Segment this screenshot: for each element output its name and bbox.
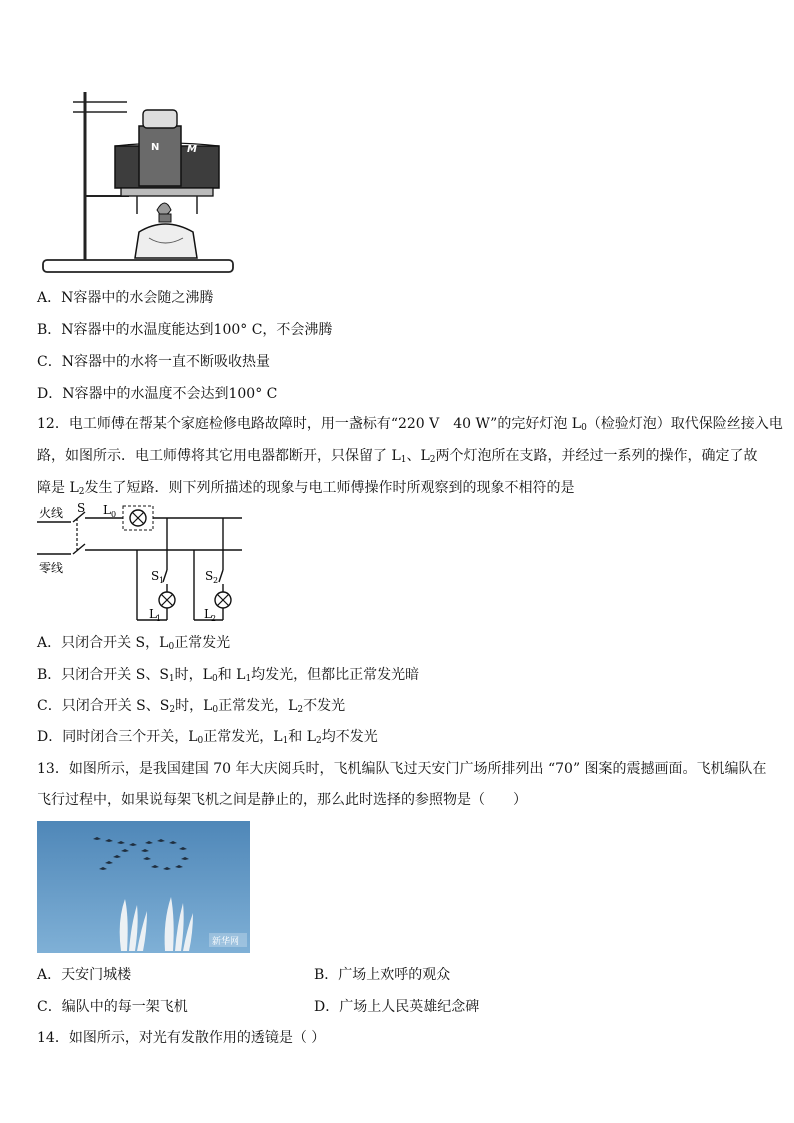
q12-option-d: D．同时闭合三个开关，$L_0$正常发光，$L_1$和 $L_2$均不发光 <box>37 729 378 746</box>
boiling-apparatus-figure <box>37 88 237 278</box>
q12-stem-line3: 障是 $L_2$发生了短路．则下列所描述的现象与电工师傅操作时所观察到的现象不相符的是 <box>37 480 575 497</box>
q12-stem-line1: 12．电工师傅在帮某个家庭检修电路故障时，用一盏标有“220 V 40 W”的完好灯泡 $L_0$（检验灯泡）取代保险丝接入电 <box>37 416 783 433</box>
switch-s1-subscript: 1 <box>159 576 165 585</box>
lamp-l2-label: L <box>204 607 212 621</box>
q11-option-d: D．N容器中的水温度不会达到100° C <box>37 386 278 402</box>
switch-s2-label: S <box>205 569 214 583</box>
live-wire-label: 火线 <box>39 506 64 520</box>
lamp-l0-label: L <box>103 503 111 517</box>
neutral-wire-label: 零线 <box>39 561 64 575</box>
watermark-text: 新华网 <box>212 937 240 947</box>
q11-option-a: A．N容器中的水会随之沸腾 <box>37 290 214 306</box>
q13-option-c: C．编队中的每一架飞机 <box>37 999 188 1015</box>
q14-stem: 14．如图所示，对光有发散作用的透镜是（ ） <box>37 1030 326 1046</box>
switch-s1-label: S <box>151 569 160 583</box>
label-m: M <box>187 144 197 155</box>
q12-option-a: A．只闭合开关 S，$L_0$正常发光 <box>37 635 231 652</box>
q11-option-c: C．N容器中的水将一直不断吸收热量 <box>37 354 270 370</box>
q13-stem-line2: 飞行过程中，如果说每架飞机之间是静止的，那么此时选择的参照物是（ ） <box>37 792 527 808</box>
q12-option-c: C．只闭合开关 S、$S_2$时，$L_0$正常发光，$L_2$不发光 <box>37 698 346 715</box>
lamp-l1-subscript: 1 <box>156 614 162 623</box>
circuit-diagram-figure <box>37 500 247 628</box>
lamp-l2-subscript: 2 <box>211 614 217 623</box>
q13-option-d: D．广场上人民英雄纪念碑 <box>314 999 480 1015</box>
q11-option-b: B．N容器中的水温度能达到100° C，不会沸腾 <box>37 322 333 338</box>
lamp-l0-subscript: 0 <box>111 510 117 519</box>
q12-option-b: B．只闭合开关 S、$S_1$时，$L_0$和 $L_1$均发光，但都比正常发光暗 <box>37 667 420 684</box>
q12-stem-line2: 路，如图所示．电工师傅将其它用电器都断开，只保留了 $L_1$、$L_2$两个灯泡所在支路，并经过一系列的操作，确定了故 <box>37 448 758 465</box>
q13-stem-line1: 13．如图所示，是我国建国 70 年大庆阅兵时，飞机编队飞过天安门广场所排列出 “70” 图案的震撼画面。飞机编队在 <box>37 761 767 777</box>
lamp-l1-label: L <box>149 607 157 621</box>
switch-s2-subscript: 2 <box>213 576 219 585</box>
aircraft-formation-photo <box>37 821 250 953</box>
q13-option-a: A．天安门城楼 <box>37 967 132 983</box>
switch-s-label: S <box>77 501 86 515</box>
q13-option-b: B．广场上欢呼的观众 <box>314 967 451 983</box>
label-n: N <box>151 142 160 153</box>
